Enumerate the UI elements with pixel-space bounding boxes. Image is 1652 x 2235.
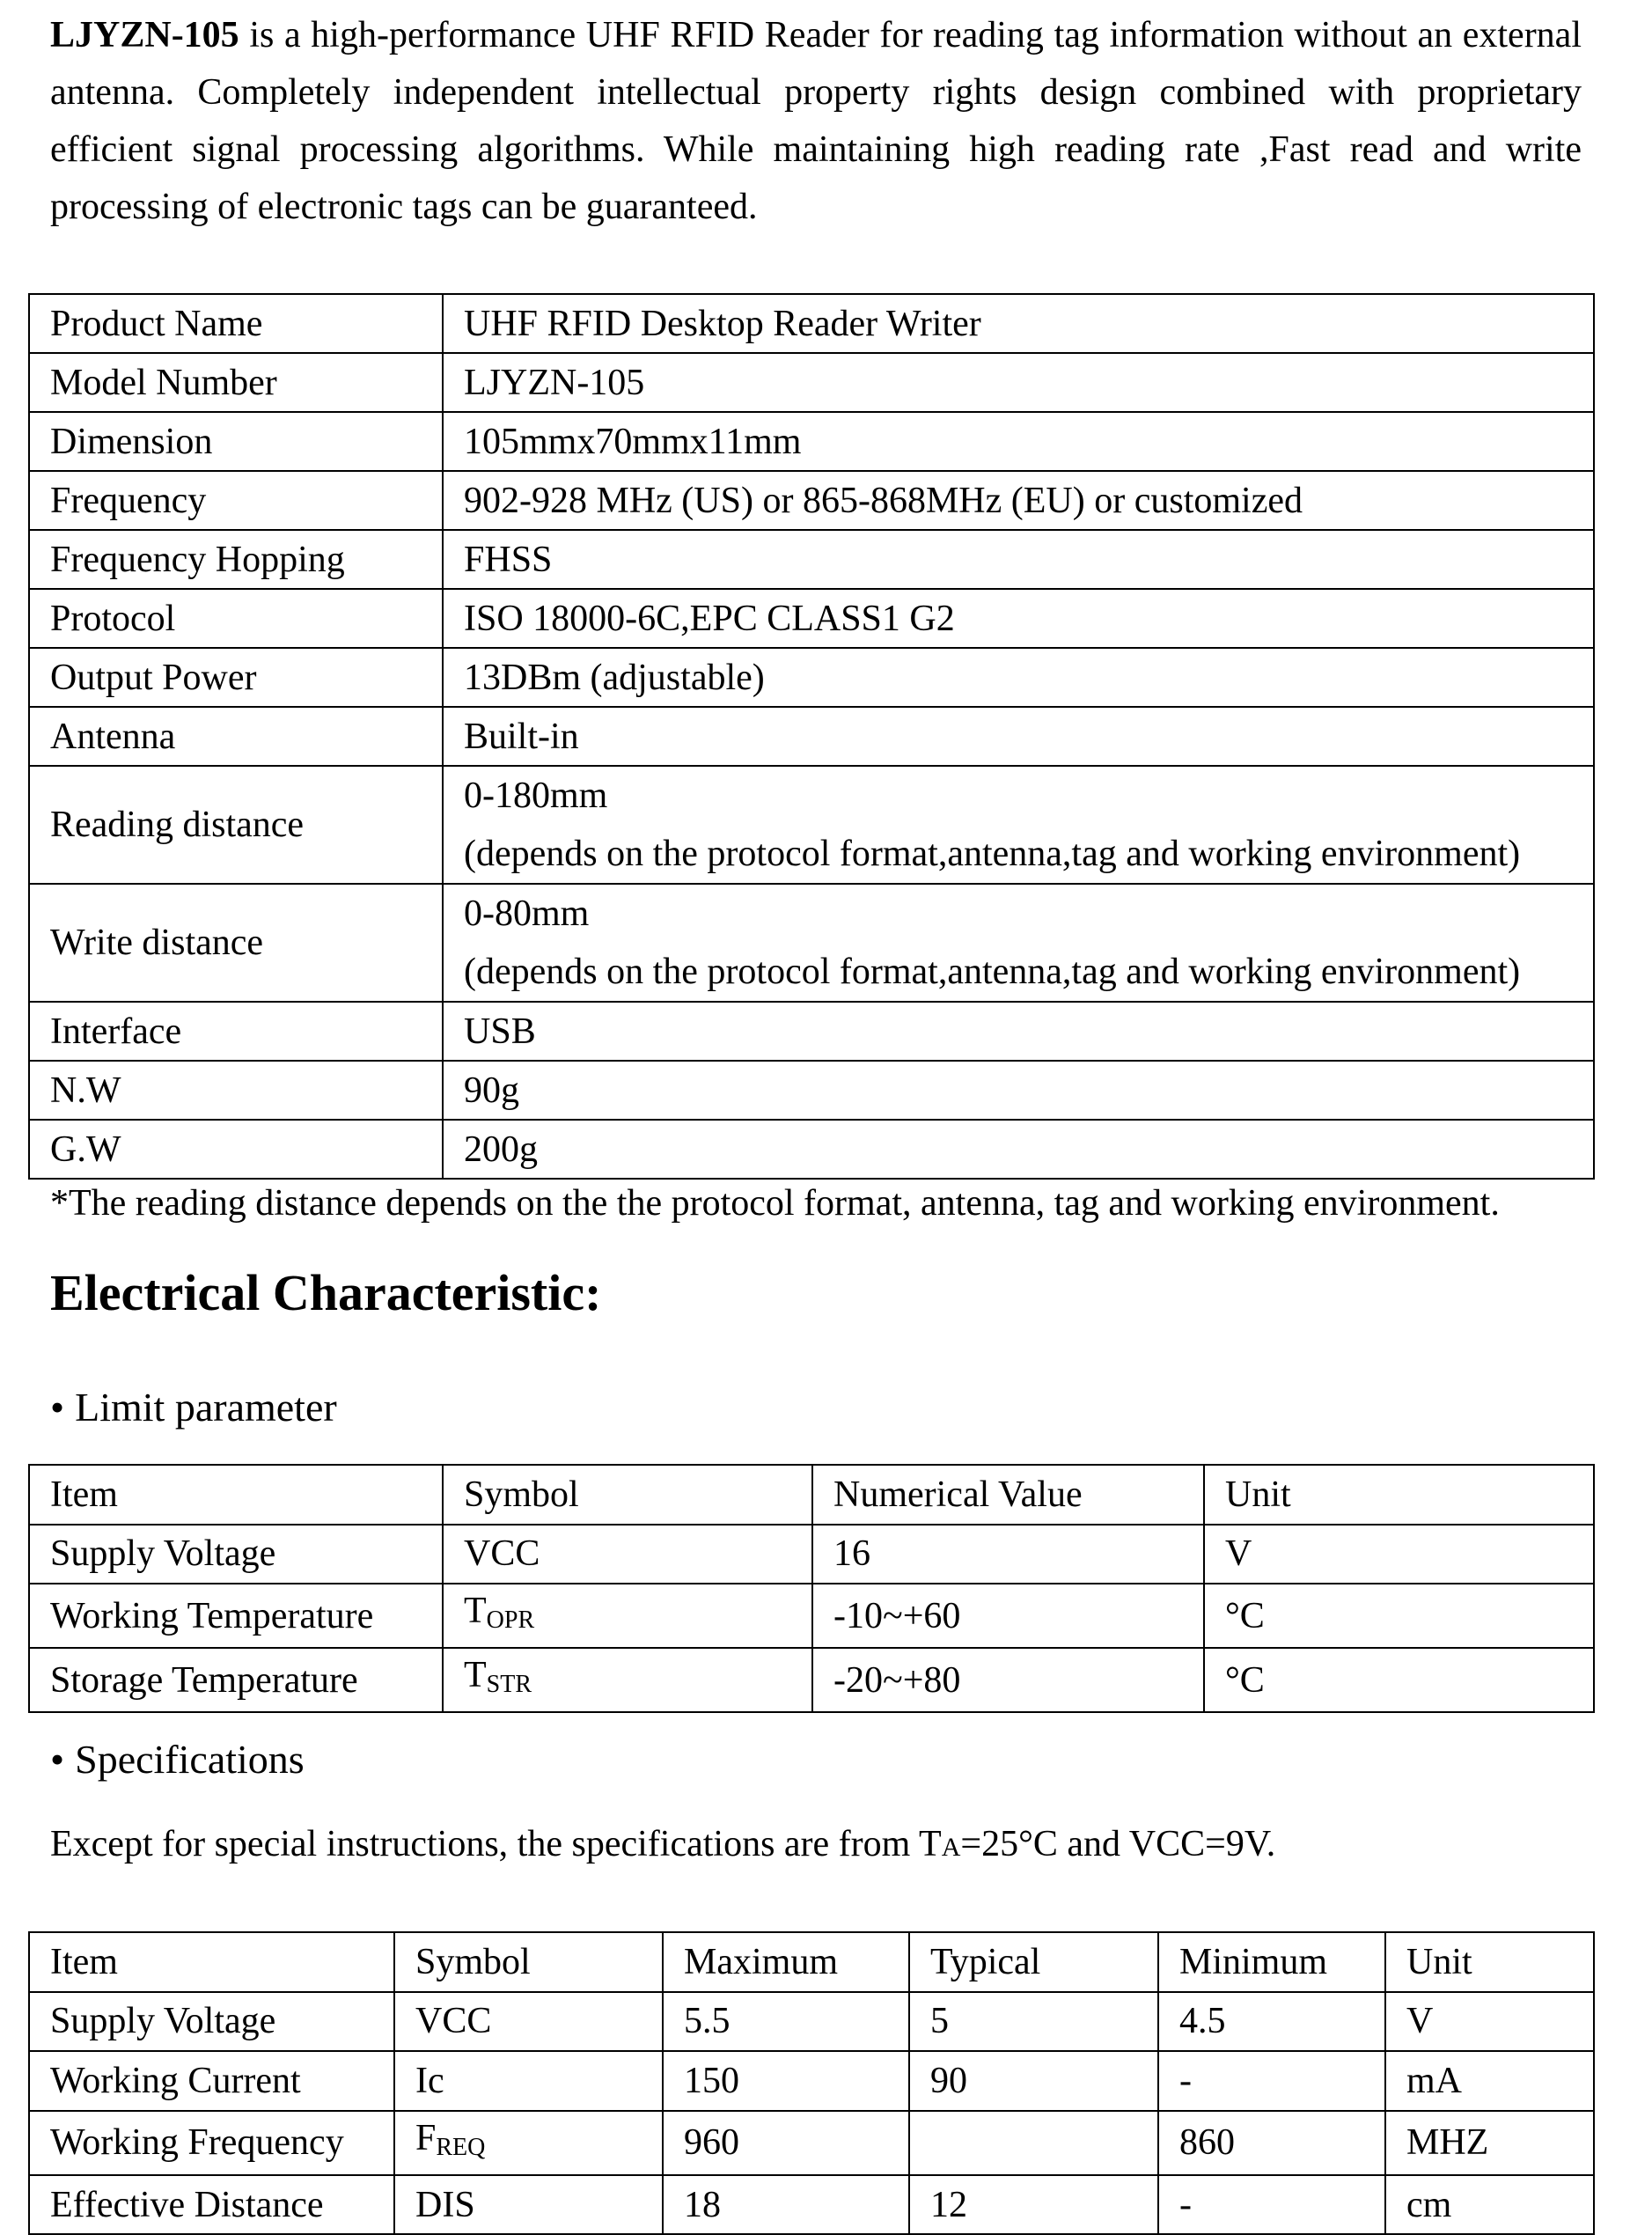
item-cell [29, 1525, 443, 1584]
column-header-text: Symbol [464, 1474, 579, 1515]
spec-value [443, 589, 1594, 648]
spec-label-text: Reading distance [50, 805, 305, 845]
product-spec-table [28, 293, 1595, 1180]
bullet-icon: • [50, 1737, 65, 1782]
item-cell [29, 1648, 443, 1712]
column-header [909, 1932, 1158, 1992]
unit-cell-text: °C [1225, 1595, 1265, 1636]
spec-value-text: LJYZN-105 [464, 362, 645, 403]
min-cell-text: - [1179, 2184, 1192, 2225]
column-header-text: Item [50, 1474, 118, 1515]
min-cell-text: - [1179, 2060, 1192, 2101]
spec-value-detail: (depends on the protocol format,antenna,tag and working environment) [464, 952, 1521, 992]
max-cell-text: 960 [684, 2122, 739, 2164]
spec-label [29, 353, 443, 412]
spec-label-text: Product Name [50, 303, 263, 344]
table-row [29, 2175, 1594, 2235]
spec-label [29, 589, 443, 648]
spec-value [443, 707, 1594, 766]
symbol-cell [394, 2175, 663, 2235]
intro-model: LJYZN-105 [50, 15, 239, 55]
spec-value [443, 766, 1594, 884]
spec-label [29, 707, 443, 766]
symbol-cell-text: VCC [464, 1533, 540, 1575]
typ-cell [909, 2111, 1158, 2175]
spec-value-text: 200g [464, 1129, 538, 1170]
value-cell-text: 16 [833, 1533, 870, 1575]
item-cell-text: Storage Temperature [50, 1659, 358, 1701]
table-row [29, 294, 1594, 353]
column-header-text: Symbol [415, 1941, 531, 1982]
spec-value [443, 648, 1594, 707]
symbol-cell-text: Ic [415, 2060, 444, 2101]
spec-label [29, 884, 443, 1002]
symbol-cell [394, 2051, 663, 2111]
item-cell-text: Working Frequency [50, 2122, 344, 2164]
item-cell [29, 2051, 394, 2111]
section-heading: Electrical Characteristic: [50, 1264, 602, 1321]
typ-cell-text: 90 [930, 2060, 967, 2101]
unit-cell [1204, 1584, 1594, 1648]
typ-cell-text: 12 [930, 2184, 967, 2225]
spec-label-text: G.W [50, 1129, 121, 1170]
spec-value-text: 0-180mm [464, 776, 608, 816]
min-cell-text: 860 [1179, 2122, 1235, 2164]
symbol-cell-subscript: REQ [436, 2133, 486, 2161]
unit-cell-text: MHZ [1406, 2122, 1489, 2164]
item-cell-text: Working Current [50, 2060, 301, 2101]
spec-value [443, 1120, 1594, 1179]
unit-cell [1385, 2111, 1594, 2175]
table-row [29, 412, 1594, 471]
spec-value-text: FHSS [464, 539, 553, 580]
typ-cell [909, 2175, 1158, 2235]
symbol-cell [394, 2111, 663, 2175]
spec-label-text: Interface [50, 1011, 182, 1052]
spec-value-text: ISO 18000-6C,EPC CLASS1 G2 [464, 598, 955, 639]
value-cell-text: -10~+60 [833, 1595, 961, 1636]
column-header [1385, 1932, 1594, 1992]
table-row [29, 530, 1594, 589]
max-cell-text: 150 [684, 2060, 739, 2101]
item-cell [29, 1584, 443, 1648]
column-header [1204, 1465, 1594, 1525]
spec-value [443, 353, 1594, 412]
column-header [29, 1465, 443, 1525]
item-cell [29, 1992, 394, 2052]
spec-value-text: 90g [464, 1070, 519, 1111]
table-row [29, 1525, 1594, 1584]
min-cell [1158, 2175, 1385, 2235]
spec-value [443, 471, 1594, 530]
symbol-cell-subscript: OPR [486, 1606, 535, 1634]
spec-label [29, 1002, 443, 1061]
table-row [29, 1120, 1594, 1179]
table-row [29, 2051, 1594, 2111]
unit-cell [1385, 2051, 1594, 2111]
column-header-text: Unit [1406, 1941, 1472, 1982]
spec-value-text: USB [464, 1011, 536, 1052]
spec-value-detail: (depends on the protocol format,antenna,tag and working environment) [464, 834, 1521, 874]
column-header [29, 1932, 394, 1992]
limit-parameter-title [50, 1384, 337, 1430]
spec-value [443, 1061, 1594, 1120]
value-cell [812, 1525, 1204, 1584]
spec-label-text: Dimension [50, 421, 213, 462]
limit-title: Limit parameter [75, 1385, 337, 1430]
value-cell [812, 1584, 1204, 1648]
spec-label-text: Frequency Hopping [50, 539, 345, 580]
note-post: =25°C and VCC=9V. [960, 1824, 1276, 1864]
spec-label-text: Protocol [50, 598, 176, 639]
item-cell-text: Effective Distance [50, 2184, 324, 2225]
specifications-title [50, 1736, 305, 1783]
max-cell [663, 2175, 909, 2235]
table-row [29, 353, 1594, 412]
spec-label [29, 530, 443, 589]
table-row [29, 471, 1594, 530]
limit-parameter-table [28, 1464, 1595, 1713]
table-row [29, 1061, 1594, 1120]
table-row [29, 707, 1594, 766]
symbol-cell [394, 1992, 663, 2052]
spec-label [29, 766, 443, 884]
symbol-cell-subscript: STR [486, 1671, 532, 1698]
min-cell [1158, 2051, 1385, 2111]
symbol-cell [443, 1525, 812, 1584]
unit-cell [1204, 1525, 1594, 1584]
symbol-cell [443, 1648, 812, 1712]
spec-label-text: Output Power [50, 657, 257, 698]
min-cell-text: 4.5 [1179, 2001, 1226, 2042]
specs-condition-note [50, 1823, 1275, 1865]
value-cell [812, 1648, 1204, 1712]
unit-cell [1385, 1992, 1594, 2052]
header-row [29, 1465, 1594, 1525]
spec-label [29, 648, 443, 707]
unit-cell-text: V [1225, 1533, 1252, 1575]
intro-text: is a high-performance UHF RFID Reader for reading tag information without an external antenna. Completely independent intellectual property rights design combined with proprietary efficient signal processing algorithms. While maintaining high reading rate ,Fast read and write processing of electronic tags can be guaranteed. [50, 15, 1582, 227]
column-header [663, 1932, 909, 1992]
item-cell [29, 2111, 394, 2175]
table-row [29, 648, 1594, 707]
item-cell-text: Supply Voltage [50, 2001, 276, 2042]
column-header-text: Numerical Value [833, 1474, 1083, 1515]
spec-label-text: Antenna [50, 716, 176, 757]
column-header-text: Item [50, 1941, 118, 1982]
max-cell-text: 18 [684, 2184, 721, 2225]
table-row [29, 884, 1594, 1002]
unit-cell-text: °C [1225, 1659, 1265, 1701]
spec-label [29, 471, 443, 530]
spec-value [443, 294, 1594, 353]
column-header [443, 1465, 812, 1525]
spec-label-text: Write distance [50, 923, 264, 963]
spec-value-text: 13DBm (adjustable) [464, 657, 765, 698]
note-sub: A [941, 1833, 961, 1862]
spec-value-text: Built-in [464, 716, 579, 757]
unit-cell [1385, 2175, 1594, 2235]
spec-value [443, 1002, 1594, 1061]
spec-value-text: 105mmx70mmx11mm [464, 421, 802, 462]
header-row [29, 1932, 1594, 1992]
symbol-cell [443, 1584, 812, 1648]
bullet-icon: • [50, 1385, 65, 1430]
max-cell-text: 5.5 [684, 2001, 731, 2042]
column-header-text: Typical [930, 1941, 1041, 1982]
intro-paragraph [50, 7, 1582, 236]
value-cell-text: -20~+80 [833, 1659, 961, 1701]
specifications-table [28, 1931, 1595, 2235]
spec-value [443, 412, 1594, 471]
column-header-text: Unit [1225, 1474, 1291, 1515]
symbol-cell-text: VCC [415, 2001, 492, 2042]
spec-label [29, 1061, 443, 1120]
max-cell [663, 2111, 909, 2175]
unit-cell-text: cm [1406, 2184, 1452, 2225]
unit-cell-text: mA [1406, 2060, 1462, 2101]
typ-cell-text: 5 [930, 2001, 949, 2042]
table-row [29, 1002, 1594, 1061]
item-cell-text: Supply Voltage [50, 1533, 276, 1575]
item-cell-text: Working Temperature [50, 1595, 374, 1636]
table-row [29, 1648, 1594, 1712]
typ-cell [909, 2051, 1158, 2111]
symbol-cell-text: T [464, 1655, 487, 1695]
column-header [1158, 1932, 1385, 1992]
spec-label-text: Model Number [50, 362, 277, 403]
table-row [29, 589, 1594, 648]
spec-value [443, 884, 1594, 1002]
spec-value-text: 0-80mm [464, 893, 590, 934]
column-header [394, 1932, 663, 1992]
typ-cell [909, 1992, 1158, 2052]
symbol-cell-text: T [464, 1591, 487, 1631]
reading-distance-note: *The reading distance depends on the the protocol format, antenna, tag and working environment. [50, 1183, 1500, 1224]
spec-label-text: Frequency [50, 480, 207, 521]
min-cell [1158, 1992, 1385, 2052]
spec-label [29, 1120, 443, 1179]
note-pre: Except for special instructions, the specifications are from T [50, 1824, 942, 1864]
max-cell [663, 2051, 909, 2111]
table-row [29, 2111, 1594, 2175]
min-cell [1158, 2111, 1385, 2175]
spec-label [29, 412, 443, 471]
spec-label [29, 294, 443, 353]
table-row [29, 1584, 1594, 1648]
column-header-text: Minimum [1179, 1941, 1328, 1982]
specs-title: Specifications [75, 1737, 305, 1782]
item-cell [29, 2175, 394, 2235]
spec-label-text: N.W [50, 1070, 121, 1111]
column-header [812, 1465, 1204, 1525]
unit-cell [1204, 1648, 1594, 1712]
max-cell [663, 1992, 909, 2052]
table-row [29, 1992, 1594, 2052]
symbol-cell-text: F [415, 2117, 437, 2158]
spec-value-text: UHF RFID Desktop Reader Writer [464, 303, 981, 344]
spec-value [443, 530, 1594, 589]
column-header-text: Maximum [684, 1941, 838, 1982]
unit-cell-text: V [1406, 2001, 1434, 2042]
spec-value-text: 902-928 MHz (US) or 865-868MHz (EU) or customized [464, 480, 1303, 521]
symbol-cell-text: DIS [415, 2184, 475, 2225]
table-row [29, 766, 1594, 884]
